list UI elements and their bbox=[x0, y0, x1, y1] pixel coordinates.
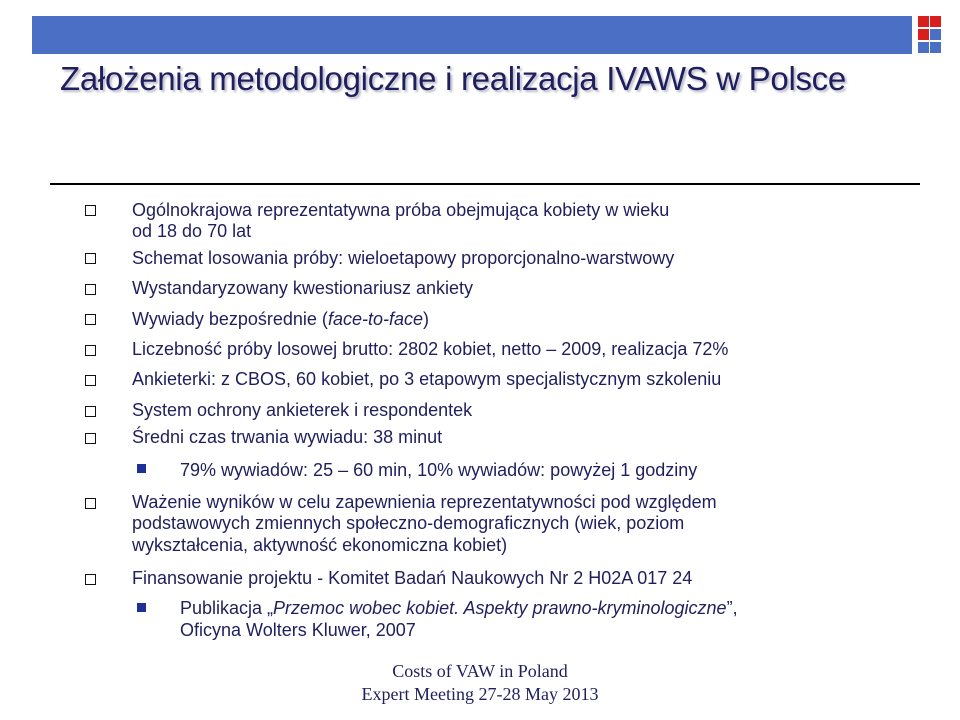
italic-text: face-to-face bbox=[327, 309, 423, 329]
text-segment: Wywiady bezpośrednie ( bbox=[132, 309, 328, 329]
bullet-text: Finansowanie projektu - Komitet Badań Naukowych Nr 2 H02A 017 24 bbox=[132, 568, 693, 588]
bullet-text: Ważenie wyników w celu zapewnienia reprezentatywności pod względem bbox=[132, 492, 717, 512]
hollow-square-bullet-icon bbox=[85, 314, 96, 325]
slide-title: Założenia metodologiczne i realizacja IVAWS w Polsce bbox=[60, 60, 846, 97]
text-segment: ”, bbox=[726, 598, 738, 618]
title-divider bbox=[50, 183, 920, 185]
sub-bullet-text: 79% wywiadów: 25 – 60 min, 10% wywiadów: powyżej 1 godziny bbox=[180, 460, 698, 480]
blue-square bbox=[930, 29, 941, 40]
bullet-text: Wystandaryzowany kwestionariusz ankiety bbox=[132, 278, 473, 298]
hollow-square-bullet-icon bbox=[85, 345, 96, 356]
text-segment: ) bbox=[422, 309, 429, 329]
corner-squares-decoration bbox=[918, 16, 942, 54]
bullet-text: Ogólnokrajowa reprezentatywna próba obejmująca kobiety w wieku bbox=[132, 200, 670, 220]
bullet-text: Schemat losowania próby: wieloetapowy proporcjonalno-warstwowy bbox=[132, 248, 675, 268]
hollow-square-bullet-icon bbox=[85, 375, 96, 386]
blue-square bbox=[930, 42, 941, 53]
hollow-square-bullet-icon bbox=[85, 498, 96, 509]
filled-square-bullet-icon bbox=[137, 603, 146, 612]
red-square bbox=[918, 16, 929, 27]
bullet-text bbox=[132, 308, 429, 330]
hollow-square-bullet-icon bbox=[85, 574, 96, 585]
red-square bbox=[918, 29, 929, 40]
hollow-square-bullet-icon bbox=[85, 433, 96, 444]
filled-square-bullet-icon bbox=[137, 464, 146, 473]
hollow-square-bullet-icon bbox=[85, 406, 96, 417]
italic-text: Przemoc wobec kobiet. Aspekty prawno-kryminologiczne bbox=[273, 598, 727, 618]
bullet-text-continued: wykształcenia, aktywność ekonomiczna kobiet) bbox=[132, 535, 508, 555]
footer-event-date: Expert Meeting 27-28 May 2013 bbox=[361, 684, 599, 704]
bullet-text: Liczebność próby losowej brutto: 2802 kobiet, netto – 2009, realizacja 72% bbox=[132, 339, 729, 359]
text-segment: Publikacja „ bbox=[180, 598, 274, 618]
hollow-square-bullet-icon bbox=[85, 253, 96, 264]
bullet-text-continued: podstawowych zmiennych społeczno-demograficznych (wiek, poziom bbox=[132, 513, 685, 533]
red-square bbox=[930, 16, 941, 27]
header-bar bbox=[32, 16, 912, 54]
sub-bullet-text bbox=[180, 597, 738, 619]
bullet-text: Ankieterki: z CBOS, 60 kobiet, po 3 etapowym specjalistycznym szkoleniu bbox=[132, 369, 722, 389]
footer-event-title: Costs of VAW in Poland bbox=[392, 661, 568, 681]
bullet-text-continued: od 18 do 70 lat bbox=[132, 221, 252, 241]
sub-bullet-text-continued: Oficyna Wolters Kluwer, 2007 bbox=[180, 620, 416, 640]
blue-square bbox=[918, 42, 929, 53]
bullet-text: System ochrony ankieterek i respondentek bbox=[132, 400, 473, 420]
bullet-text: Średni czas trwania wywiadu: 38 minut bbox=[132, 427, 443, 447]
hollow-square-bullet-icon bbox=[85, 284, 96, 295]
hollow-square-bullet-icon bbox=[85, 205, 96, 216]
